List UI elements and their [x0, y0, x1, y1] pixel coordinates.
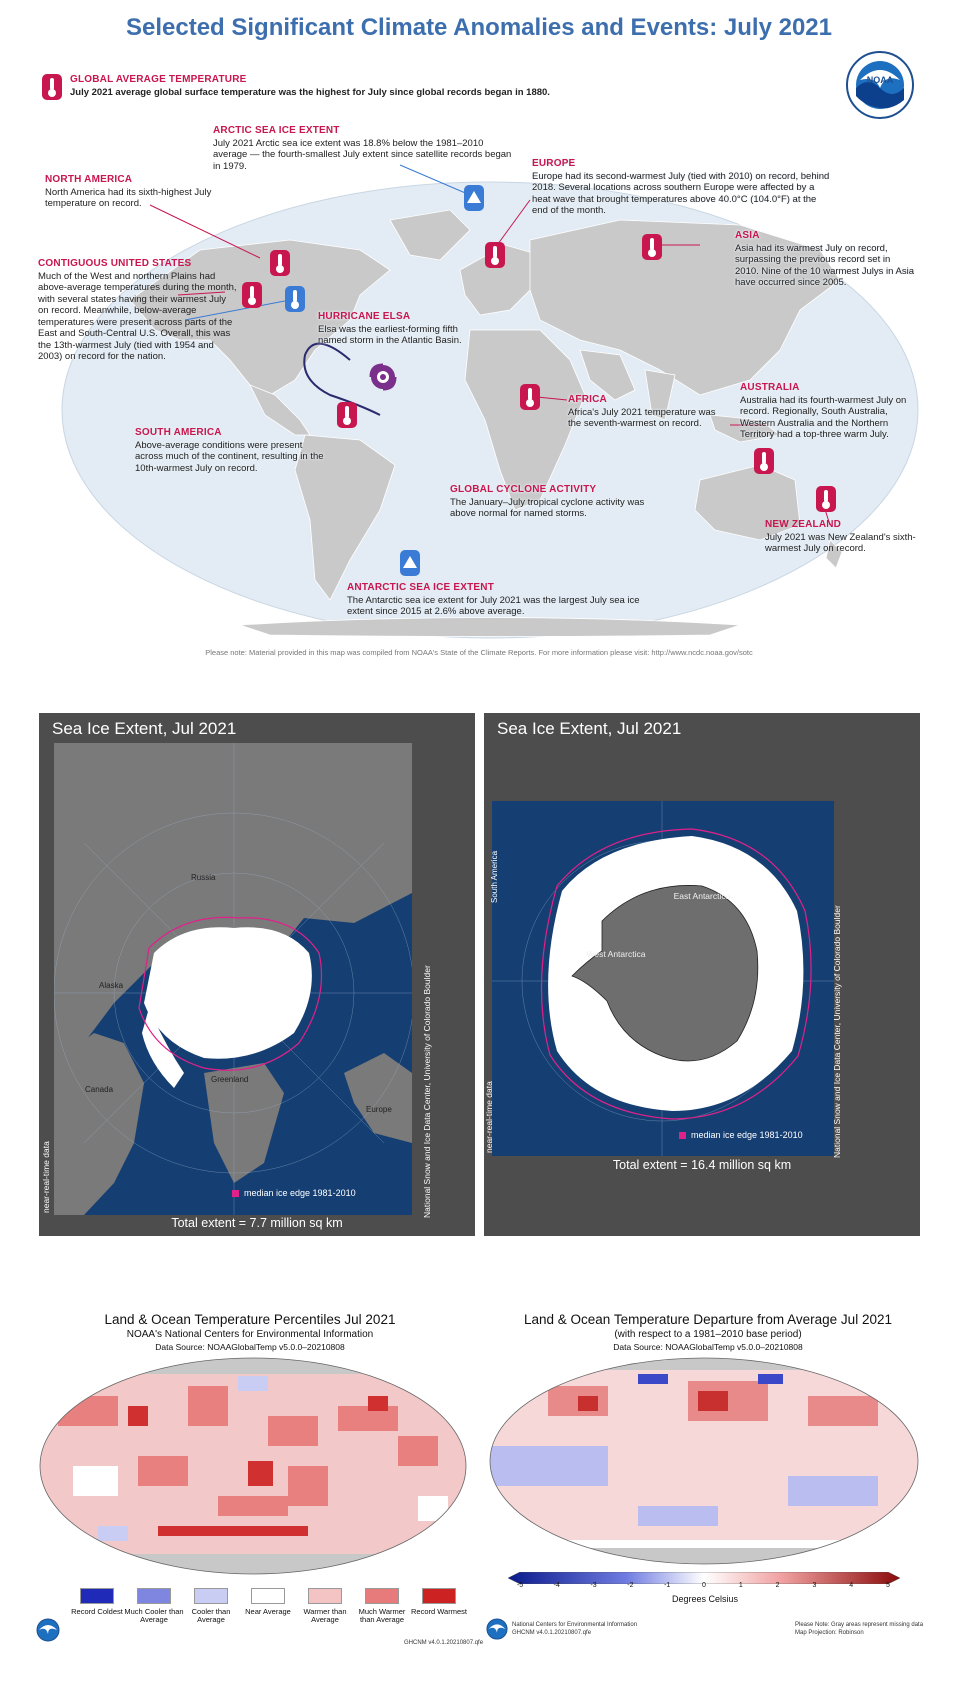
legend-label: Warmer than Average: [303, 1607, 347, 1624]
thermometer-icon: [640, 232, 664, 262]
legend-label: Much Cooler than Average: [124, 1607, 184, 1624]
anno-contiguous-us: [38, 258, 238, 363]
thermometer-icon: [483, 240, 507, 270]
svg-text:NOAA: NOAA: [866, 75, 894, 85]
footnote: Please note: Material provided in this map was compiled from NOAA's State of the Climate Reports. For more information please visit: http://www.ncdc.noaa.gov/sotc: [205, 648, 753, 657]
departure-title: Land & Ocean Temperature Departure from Average Jul 2021: [524, 1312, 892, 1327]
anno-elsa: [318, 311, 488, 347]
anno-africa: [568, 394, 718, 430]
anno-head: ANTARCTIC SEA ICE EXTENT: [347, 582, 495, 593]
antarctic-sea-ice-panel: [484, 713, 920, 1236]
anno-body: Elsa was the earliest-forming fifth named storm in the Atlantic Basin.: [318, 323, 462, 346]
departure-subtitle: (with respect to a 1981–2010 base period): [614, 1329, 802, 1340]
anno-body: The Antarctic sea ice extent for July 2021 was the largest July sea ice extent since 2015 at 2.6% above average.: [347, 594, 640, 617]
legend-swatch: [422, 1588, 456, 1604]
legend-swatch: [80, 1588, 114, 1604]
legend-swatch: [137, 1588, 171, 1604]
arctic-map: [54, 743, 412, 1215]
thermometer-icon: [814, 484, 838, 514]
missing-data-note: Please Note: Gray areas represent missing data: [795, 1622, 924, 1628]
colorbar-tick-label: 3: [812, 1582, 817, 1589]
thermometer-icon: [335, 400, 359, 430]
anno-antarctic: [347, 582, 647, 618]
anno-body: Africa's July 2021 temperature was the seventh-warmest on record.: [568, 406, 716, 429]
projection-note: Map Projection: Robinson: [795, 1630, 864, 1636]
place-label: South America: [490, 850, 499, 903]
anno-head: CONTIGUOUS UNITED STATES: [38, 258, 192, 269]
anno-south-america: [135, 427, 325, 474]
anno-arctic: [213, 125, 513, 172]
version-note: GHCNM v4.0.1.20210807.qfe: [404, 1640, 484, 1646]
anno-head: AUSTRALIA: [740, 382, 800, 393]
sea-ice-icon: [398, 548, 422, 578]
colorbar-tick-label: 1: [738, 1582, 743, 1589]
anno-head: AFRICA: [568, 394, 607, 405]
legend-label: Record Warmest: [411, 1607, 467, 1616]
anno-head: GLOBAL CYCLONE ACTIVITY: [450, 484, 597, 495]
legend-label: Cooler than Average: [191, 1607, 231, 1624]
page-title: Selected Significant Climate Anomalies and Events: July 2021: [125, 14, 833, 41]
anno-body: Europe had its second-warmest July (tied with 2010) on record, behind 2018. Several locations across southern Europe were affected by a heat wave that brought temperatures above 40.0°C (104.0°F) at the end of the month.: [532, 170, 830, 216]
colorbar-tick-label: -1: [664, 1582, 671, 1589]
anno-europe: [532, 158, 832, 217]
anno-australia: [740, 382, 920, 441]
place-label: Europe: [366, 1105, 392, 1114]
departure-source: Data Source: NOAAGlobalTemp v5.0.0–20210808: [613, 1342, 803, 1352]
place-label: Russia: [191, 873, 216, 882]
anno-head: NORTH AMERICA: [45, 174, 133, 185]
legend-swatch: [365, 1588, 399, 1604]
legend-swatch: [194, 1588, 228, 1604]
anno-head: HURRICANE ELSA: [318, 311, 411, 322]
anno-north-america: [45, 174, 225, 210]
place-label: West Antarctica: [586, 949, 646, 959]
percentiles-source: Data Source: NOAAGlobalTemp v5.0.0–20210808: [155, 1342, 345, 1352]
anno-asia: [735, 230, 915, 289]
panel-title: Sea Ice Extent, Jul 2021: [52, 719, 237, 738]
nrt-label: near-real-time data: [484, 1081, 494, 1153]
legend-label: median ice edge 1981-2010: [691, 1130, 803, 1140]
legend-label: median ice edge 1981-2010: [244, 1188, 356, 1198]
total-extent: Total extent = 7.7 million sq km: [171, 1216, 343, 1230]
thermometer-blue-icon: [283, 284, 307, 314]
anno-body: July 2021 average global surface temperature was the highest for July since global records began in 1880.: [70, 86, 550, 98]
thermometer-icon: [752, 446, 776, 476]
legend-swatch: [679, 1132, 686, 1139]
anno-body: Above-average conditions were present across much of the continent, resulting in the 10th-warmest July on record.: [135, 439, 324, 474]
legend-label: Record Coldest: [71, 1607, 123, 1616]
place-label: East Antarctica: [673, 891, 731, 901]
place-label: Alaska: [99, 981, 124, 990]
colorbar-tick-label: 5: [886, 1582, 890, 1589]
legend-label: Much Warmer than Average: [358, 1607, 406, 1624]
median-edge-legend: [679, 1130, 803, 1140]
thermometer-icon: [240, 280, 264, 310]
anno-body: Asia had its warmest July on record, surpassing the previous record set in 2010. Nine of the 10 warmest Julys in Asia have occurred since 2005.: [735, 242, 915, 288]
credit-label: National Snow and Ice Data Center, University of Colorado Boulder: [422, 965, 432, 1218]
anno-body: North America had its sixth-highest July temperature on record.: [45, 186, 212, 209]
anno-body: Australia had its fourth-warmest July on record. Regionally, South Australia, Western Australia and the Northern Territory had a top-three warm July.: [740, 394, 907, 440]
thermometer-icon: [268, 248, 292, 278]
noaa-small-logo: [486, 1618, 508, 1640]
anno-head: NEW ZEALAND: [765, 519, 842, 530]
credit-note: National Centers for Environmental Information: [512, 1622, 638, 1628]
place-label: Greenland: [211, 1075, 249, 1084]
legend-label: Near Average: [245, 1607, 291, 1616]
anno-body: The January–July tropical cyclone activity was above normal for named storms.: [450, 496, 645, 519]
anno-body: July 2021 was New Zealand's sixth-warmest July on record.: [765, 531, 916, 554]
arctic-sea-ice-panel: [39, 713, 475, 1236]
anno-head: GLOBAL AVERAGE TEMPERATURE: [70, 74, 247, 85]
legend-swatch: [232, 1190, 239, 1197]
colorbar-tick-label: -3: [590, 1582, 597, 1589]
anno-head: EUROPE: [532, 158, 576, 169]
colorbar-tick-label: 0: [702, 1582, 706, 1589]
anno-global: [70, 74, 590, 98]
place-label: Canada: [85, 1085, 114, 1094]
colorbar-tick-label: 4: [849, 1582, 854, 1589]
total-extent: Total extent = 16.4 million sq km: [612, 1158, 792, 1172]
anno-body: July 2021 Arctic sea ice extent was 18.8% below the 1981–2010 average — the fourth-smallest July extent since satellite records began in 1979.: [213, 137, 512, 172]
credit-label: National Snow and Ice Data Center, University of Colorado Boulder: [832, 905, 842, 1158]
thermometer-icon: [518, 382, 542, 412]
legend-swatch: [308, 1588, 342, 1604]
percentiles-map: [38, 1356, 468, 1576]
legend-swatch: [251, 1588, 285, 1604]
anno-new-zealand: [765, 519, 925, 555]
nrt-label: near-real-time data: [41, 1141, 51, 1213]
percentiles-subtitle: NOAA's National Centers for Environmental Information: [126, 1329, 374, 1340]
anno-cyclone: [450, 484, 650, 520]
version-note: GHCNM v4.0.1.20210807.qfe: [512, 1630, 592, 1636]
colorbar-label: Degrees Celsius: [671, 1594, 739, 1604]
departure-map: [488, 1356, 920, 1566]
antarctic-map: [492, 801, 834, 1156]
percentiles-title: Land & Ocean Temperature Percentiles Jul 2021: [104, 1312, 396, 1327]
anno-head: SOUTH AMERICA: [135, 427, 222, 438]
colorbar-tick-label: -2: [627, 1582, 634, 1589]
median-edge-legend: [232, 1188, 356, 1198]
colorbar-tick-label: -5: [516, 1582, 524, 1589]
thermometer-icon: [40, 72, 64, 102]
panel-title: Sea Ice Extent, Jul 2021: [497, 719, 682, 738]
anno-body: Much of the West and northern Plains had above-average temperatures during the month, with several states having their warmest July on record. Meanwhile, below-average temperatures were present across parts of the East and South-Central U.S. Overall, this was the 13th-warmest July (tied with 1954 and 2003) on record for the nation.: [38, 270, 237, 362]
sea-ice-icon: [462, 183, 486, 213]
anno-head: ARCTIC SEA ICE EXTENT: [213, 125, 340, 136]
anno-head: ASIA: [735, 230, 760, 241]
colorbar-tick-label: -4: [553, 1582, 560, 1589]
noaa-small-logo: [36, 1618, 60, 1642]
colorbar-tick-label: 2: [775, 1582, 780, 1589]
